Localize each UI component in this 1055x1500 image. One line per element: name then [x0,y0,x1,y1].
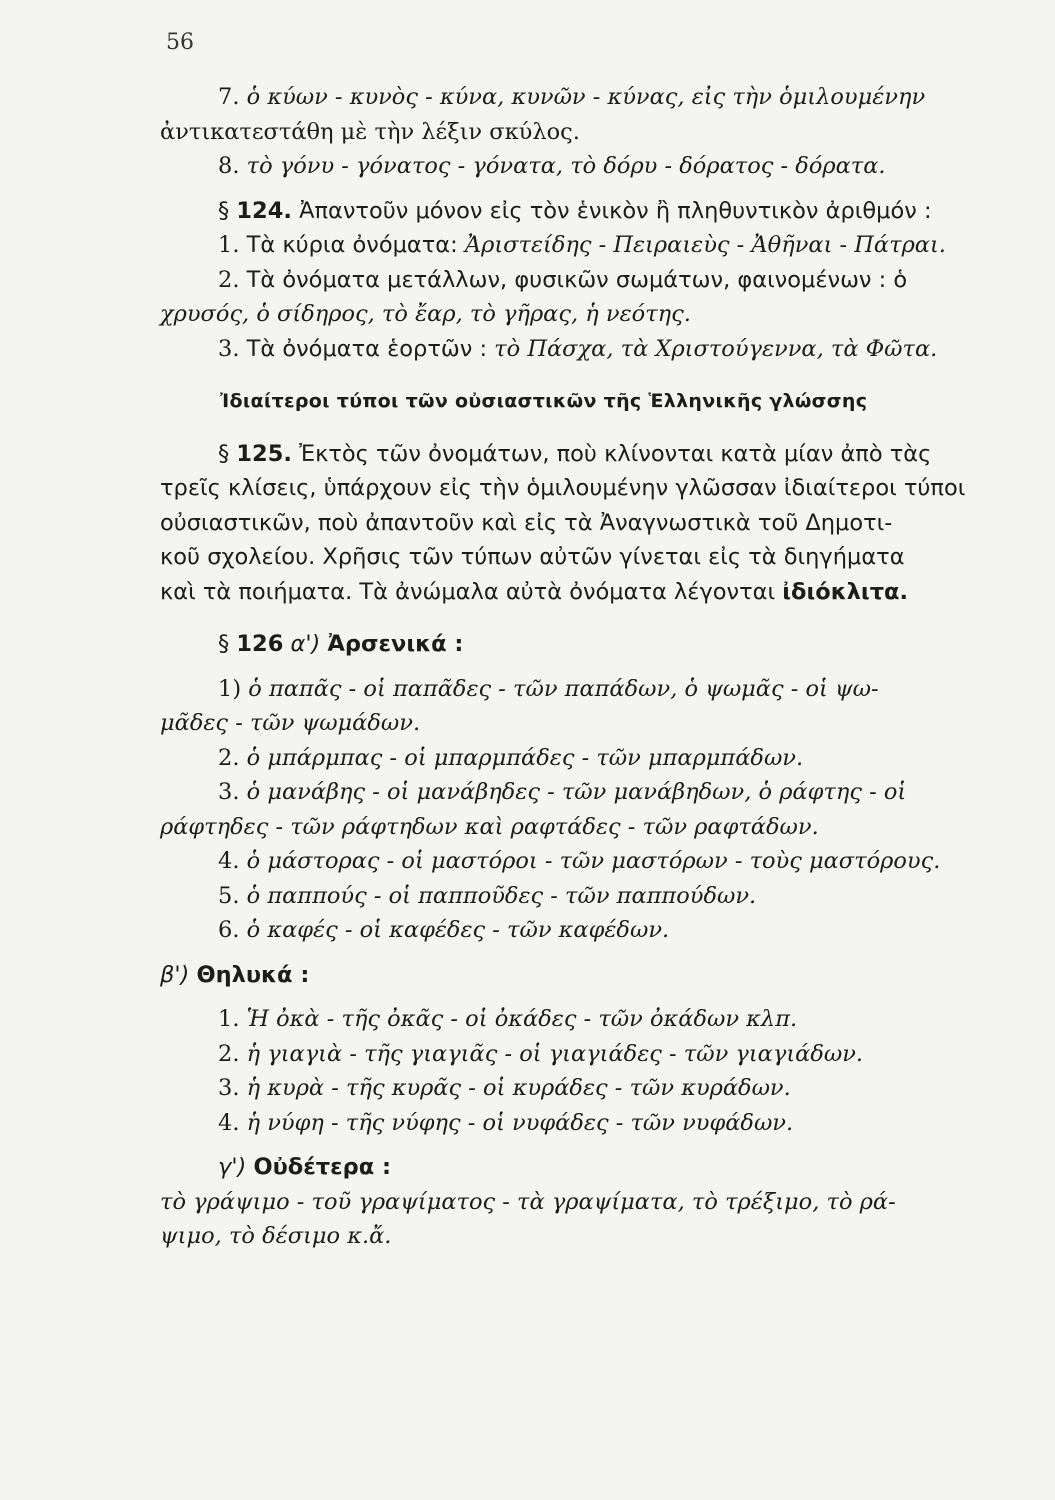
paragraph-text: καὶ τὰ ποιήματα. Τὰ ἀνώμαλα αὐτὰ ὀνόματα λέγονται [160,578,783,605]
paragraph-line: οὐσιαστικῶν, ποὺ ἀπαντοῦν καὶ εἰς τὰ Ἀναγνωστικὰ τοῦ Δημοτι- [160,509,893,536]
section-symbol: § [218,440,230,467]
item-number: 4. [218,848,240,874]
subsection-title: Θηλυκά : [196,961,310,988]
item-lead: Τὰ ὀνόματα ἑορτῶν : [246,335,488,362]
item-text: Τὰ ὀνόματα μετάλλων, φυσικῶν σωμάτων, φαινομένων : ὁ [246,266,908,293]
item-number: 1. [218,232,240,258]
masc-1 [160,672,1000,707]
masc-3 [160,775,1000,810]
item-number: 6. [218,917,240,943]
item-text: ἡ γιαγιὰ - τῆς γιαγιᾶς - οἱ γιαγιάδες - τῶν γιαγιάδων. [246,1040,864,1067]
item-text: ἡ κυρὰ - τῆς κυρᾶς - οἱ κυράδες - τῶν κυράδων. [246,1075,791,1101]
item-text: ὁ μάστορας - οἱ μαστόροι - τῶν μαστόρων - τοὺς μαστόρους. [246,848,941,874]
item-124-2-cont: χρυσός, ὁ σίδηρος, τὸ ἔαρ, τὸ γῆρας, ἡ νεότης. [160,301,691,327]
section-symbol: § [218,197,230,224]
item-124-1 [160,228,1000,263]
subsection-letter: α') [290,631,321,657]
line-text: τὸ γόνυ - γόνατος - γόνατα, τὸ δόρυ - δόρατος - δόρατα. [246,153,886,179]
item-number: 3. [218,779,240,805]
item-number: 8. [218,153,240,179]
item-text: ὁ καφές - οἱ καφέδες - τῶν καφέδων. [246,917,670,943]
masc-5 [160,879,1000,914]
subsection-title: Οὐδέτερα : [253,1154,392,1180]
subsection-letter: β') [160,961,190,988]
masc-2 [160,741,1000,776]
item-text: Ἡ ὀκὰ - τῆς ὀκᾶς - οἱ ὀκάδες - τῶν ὀκάδων κλπ. [246,1006,798,1032]
item-lead: Τὰ κύρια ὀνόματα: [246,232,458,258]
item-number: 2. [218,1040,240,1067]
page-number: 56 [166,30,194,55]
line-7 [160,80,1000,115]
item-124-3 [160,332,1000,367]
item-number: 3. [218,335,240,362]
item-text: ὁ παπᾶς - οἱ παπᾶδες - τῶν παπάδων, ὁ ψωμᾶς - οἱ ψω- [248,675,879,702]
line-8 [160,149,1000,184]
section-126 [160,627,1000,662]
item-number: 7. [218,84,240,110]
item-text: Ἀριστείδης - Πειραιεὺς - Ἀθῆναι - Πάτραι. [457,232,946,258]
item-124-2 [160,263,1000,298]
section-125 [160,437,1000,472]
paragraph-line [160,575,1000,610]
item-number: 2. [218,266,240,293]
fem-2 [160,1037,1000,1072]
item-text: ἡ νύφη - τῆς νύφης - οἱ νυφάδες - τῶν νυφάδων. [246,1109,794,1136]
item-text: ὁ μανάβης - οἱ μανάβηδες - τῶν μανάβηδων, ὁ ράφτης - οἱ [246,779,907,805]
item-number: 2. [218,744,240,771]
section-text: Ἐκτὸς τῶν ὀνομάτων, ποὺ κλίνονται κατὰ μίαν ἀπὸ τὰς [299,440,932,467]
item-number: 5. [218,882,240,909]
fem-3 [160,1071,1000,1106]
section-number: 125. [236,440,292,467]
section-heading: Ἰδιαίτεροι τύποι τῶν οὐσιαστικῶν τῆς Ἑλληνικῆς γλώσσης [220,390,868,412]
section-symbol: § [218,631,230,657]
fem-4 [160,1106,1000,1141]
item-number: 4. [218,1109,240,1136]
subsection-feminine [160,958,1000,993]
item-text: τὸ Πάσχα, τὰ Χριστούγεννα, τὰ Φῶτα. [487,335,938,362]
section-text: Ἀπαντοῦν μόνον εἰς τὸν ἑνικὸν ἢ πληθυντικὸν ἀριθμόν : [299,197,932,224]
neuter-line: τὸ γράψιμο - τοῦ γραψίματος - τὰ γραψίματα, τὸ τρέξιμο, τὸ ρά- [160,1188,896,1215]
term-idioklita: ἰδιόκλιτα. [782,578,909,605]
fem-1 [160,1002,1000,1037]
masc-6 [160,913,1000,948]
section-124 [160,194,1000,229]
section-number: 124. [236,197,292,224]
item-number: 1) [218,675,242,702]
masc-1-cont: μᾶδες - τῶν ψωμάδων. [160,710,421,736]
masc-3-cont: ράφτηδες - τῶν ράφτηδων καὶ ραφτάδες - τῶν ραφτάδων. [160,813,819,840]
paragraph-line: κοῦ σχολείου. Χρῆσις τῶν τύπων αὐτῶν γίνεται εἰς τὰ διηγήματα [160,544,905,570]
subsection-title: Ἀρσενικά : [327,631,464,657]
item-text: ὁ παππούς - οἱ παπποῦδες - τῶν παππούδων. [246,882,757,909]
item-text: ὁ μπάρμπας - οἱ μπαρμπάδες - τῶν μπαρμπάδων. [246,744,804,771]
section-number: 126 [236,631,284,657]
page-body [160,80,1000,1254]
neuter-line-cont: ψιμο, τὸ δέσιμο κ.ἄ. [160,1223,392,1249]
line-7-cont: ἀντικατεστάθη μὲ τὴν λέξιν σκύλος. [160,118,580,145]
masc-4 [160,844,1000,879]
item-number: 1. [218,1006,240,1032]
line-text: ὁ κύων - κυνὸς - κύνα, κυνῶν - κύνας, εἰς τὴν ὁμιλουμένην [246,84,926,110]
subsection-neuter [160,1150,1000,1185]
subsection-letter: γ') [218,1154,247,1180]
paragraph-line: τρεῖς κλίσεις, ὑπάρχουν εἰς τὴν ὁμιλουμένην γλῶσσαν ἰδιαίτεροι τύποι [160,475,966,501]
item-number: 3. [218,1075,240,1101]
